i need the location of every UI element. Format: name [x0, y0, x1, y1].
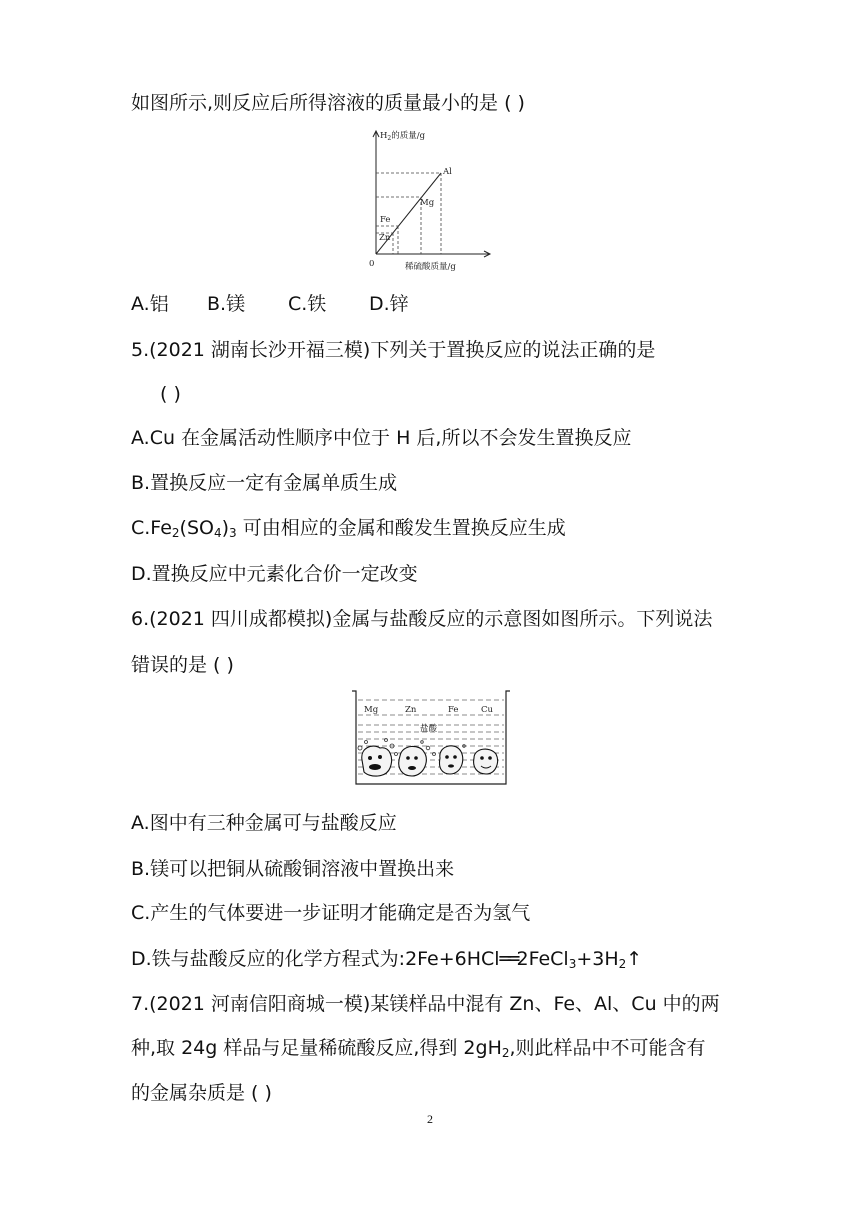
y-axis-label: $H_2$的质量/g — [380, 131, 426, 142]
h2-mass-graph — [358, 124, 496, 274]
zn-figure — [399, 746, 427, 776]
q5-option-d[interactable]: D.置换反应中元素化合价一定改变 — [131, 563, 418, 585]
q5-option-c[interactable]: $C.Fe_2(SO_4)_3$ 可由相应的金属和酸发生置换反应生成 — [131, 517, 566, 540]
q6-stem-line2: 错误的是 ( ) — [131, 654, 234, 676]
al-label: Al — [443, 167, 452, 177]
q4-option-b[interactable]: B.镁 — [207, 293, 246, 315]
q6-option-d[interactable]: D.铁与盐酸反应的化学方程式为$:2Fe+6HCl══2FeCl_3+3H_2↑$ — [131, 948, 643, 971]
cu-figure — [474, 749, 498, 774]
q6-stem-line1: 6.(2021 四川成都模拟)金属与盐酸反应的示意图如图所示。下列说法 — [131, 608, 713, 630]
q6-option-a[interactable]: A.图中有三种金属可与盐酸反应 — [131, 812, 397, 834]
zn-label: Zn — [379, 233, 391, 243]
metal-label-zn: Zn — [405, 705, 417, 715]
q5-stem: 5.(2021 湖南长沙开福三模)下列关于置换反应的说法正确的是 — [131, 339, 656, 361]
fe-figure — [439, 746, 462, 774]
q6-option-c[interactable]: C.产生的气体要进一步证明才能确定是否为氢气 — [131, 902, 531, 924]
q6-option-b[interactable]: B.镁可以把铜从硫酸铜溶液中置换出来 — [131, 858, 455, 880]
q5-option-a[interactable]: A.Cu 在金属活动性顺序中位于 H 后,所以不会发生置换反应 — [131, 427, 632, 449]
x-axis-label: 稀硫酸质量/g — [405, 262, 456, 272]
metal-label-fe: Fe — [448, 705, 459, 715]
metal-label-cu: Cu — [481, 705, 493, 715]
mg-figure — [362, 746, 392, 776]
q7-stem-line2: 种,取 24g 样品与足量稀硫酸反应,得到 $2gH_2$,则此样品中不可能含有 — [131, 1037, 706, 1060]
q4-option-a[interactable]: A.铝 — [131, 293, 169, 315]
q4-options — [131, 291, 409, 317]
liquid-label: 盐酸 — [420, 724, 438, 734]
origin-label: 0 — [369, 259, 375, 269]
q4-option-d[interactable]: D.锌 — [369, 293, 409, 315]
q5-answer-blank: ( ) — [160, 383, 181, 405]
q7-stem-line1: 7.(2021 河南信阳商城一模)某镁样品中混有 Zn、Fe、Al、Cu 中的两 — [131, 993, 720, 1015]
page-number: 2 — [427, 1112, 433, 1126]
q5-option-b[interactable]: B.置换反应一定有金属单质生成 — [131, 472, 398, 494]
metals-in-acid-beaker — [350, 688, 512, 788]
q7-stem-line3: 的金属杂质是 ( ) — [131, 1082, 272, 1104]
metal-label-mg: Mg — [364, 705, 379, 715]
q4-option-c[interactable]: C.铁 — [288, 293, 327, 315]
fe-label: Fe — [380, 215, 391, 225]
q4-stem-tail: 如图所示,则反应后所得溶液的质量最小的是 ( ) — [131, 92, 525, 114]
mg-label: Mg — [420, 198, 435, 208]
